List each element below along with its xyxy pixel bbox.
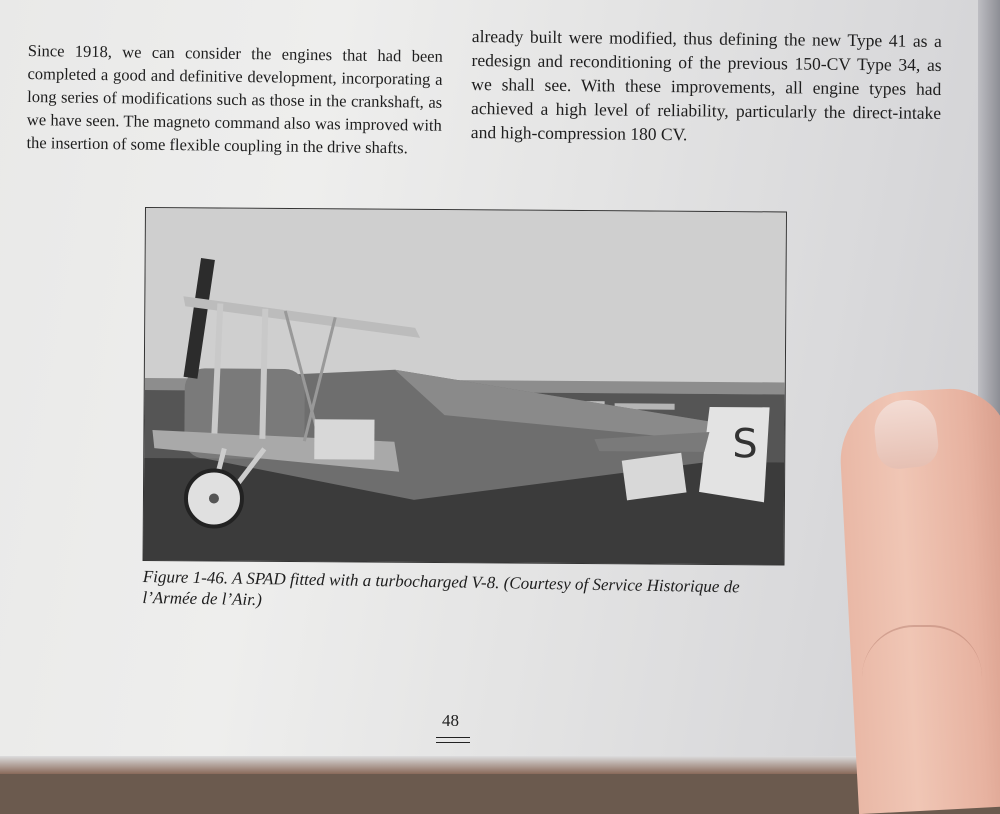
figure-photo (143, 207, 787, 565)
page-bottom-edge (0, 756, 1000, 774)
page-number: 48 (442, 711, 459, 730)
tail-marking: S (732, 421, 758, 468)
body-text-left-column: Since 1918, we can consider the engines that had been completed a good and definitive development, incorporating a long series of modifications such as those in the crankshaft, as we have seen. The magneto command also was improved with the insertion of some flexible coupling in the drive shafts. (26, 40, 443, 157)
page-number-rule (436, 737, 470, 738)
figure-caption: Figure 1-46. A SPAD fitted with a turbocharged V-8. (Courtesy of Service Historique de l’Armée de l’Air.) (142, 566, 740, 610)
page-number-rule (436, 742, 470, 743)
body-text-right-column: already built were modified, thus defining the new Type 41 as a redesign and reconditioning of the previous 150-CV Type 34, as we shall see. With these improvements, all engine types had achieved a high level of reliability, particularly the direct-intake and high-compression 180 CV. (470, 25, 942, 144)
